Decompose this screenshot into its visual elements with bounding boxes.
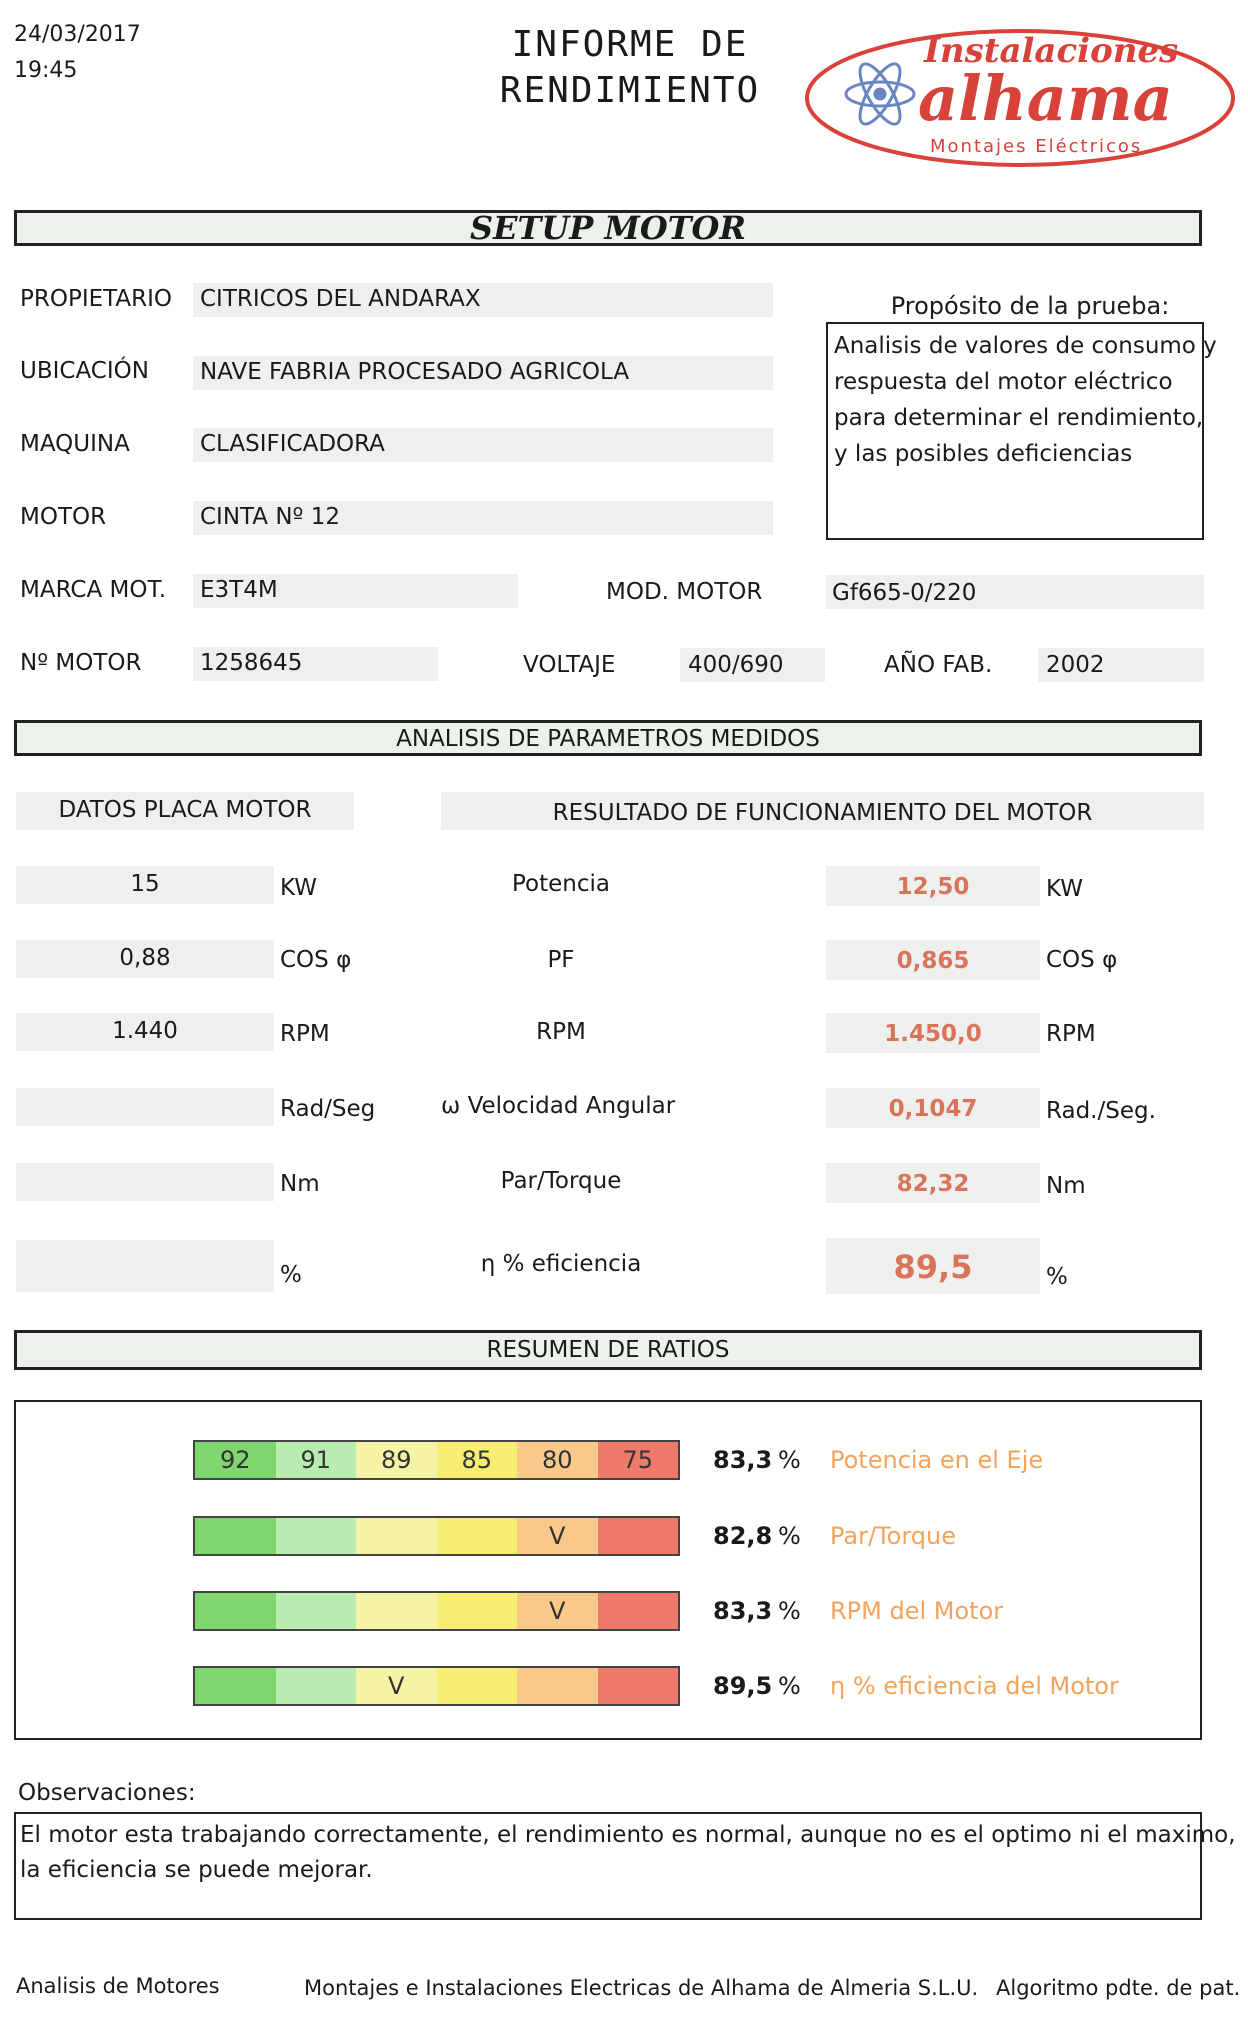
voltaje-label: VOLTAJE [523, 652, 616, 678]
resultado-header: RESULTADO DE FUNCIONAMIENTO DEL MOTOR [552, 800, 1093, 826]
bar-segment [276, 1518, 357, 1554]
result-value: 0,865 [896, 948, 970, 974]
param-label: PF [547, 947, 575, 973]
result-unit: RPM [1046, 1021, 1096, 1047]
scale-segment: 89 [356, 1442, 437, 1478]
ratio-unit: % [778, 1522, 801, 1550]
scale-segment: 80 [517, 1442, 598, 1478]
param-label: RPM [536, 1019, 586, 1045]
param-label: ω Velocidad Angular [441, 1093, 676, 1119]
scale-segment: 85 [437, 1442, 518, 1478]
marca-label: MARCA MOT. [20, 577, 167, 603]
ratio-label: RPM del Motor [830, 1597, 1004, 1625]
result-value: 82,32 [896, 1171, 970, 1197]
observaciones-line: El motor esta trabajando correctamente, el rendimiento es normal, aunque no es el optimo ni el maximo, [20, 1822, 1236, 1848]
report-title-line2: RENDIMIENTO [499, 70, 761, 111]
anio-value: 2002 [1046, 652, 1105, 678]
bar-marker: V [517, 1593, 598, 1629]
observaciones-box [14, 1812, 1236, 1920]
placa-value: 15 [130, 871, 160, 897]
bar-segment [598, 1668, 679, 1704]
analisis-header [14, 720, 1202, 756]
ratio-bar-rpm [193, 1591, 680, 1631]
ratio-value: 89,5 [713, 1672, 773, 1700]
propietario-label: PROPIETARIO [20, 286, 173, 312]
motor-value: CINTA Nº 12 [200, 504, 340, 530]
result-value: 12,50 [896, 874, 970, 900]
result-value: 1.450,0 [884, 1021, 982, 1047]
setup-motor-title: SETUP MOTOR [470, 209, 746, 247]
placa-value-field [16, 1240, 274, 1292]
result-unit: KW [1046, 876, 1084, 902]
ratio-label: Par/Torque [830, 1522, 956, 1550]
footer-center: Montajes e Instalaciones Electricas de Alhama de Almeria S.L.U. [304, 1976, 979, 2000]
ratio-unit: % [778, 1597, 801, 1625]
observaciones-line: la eficiencia se puede mejorar. [20, 1857, 373, 1883]
bar-marker: V [517, 1518, 598, 1554]
bar-segment [598, 1593, 679, 1629]
anio-label: AÑO FAB. [884, 652, 993, 678]
setup-motor-header [14, 210, 1202, 246]
bar-segment [517, 1668, 598, 1704]
result-unit: Rad./Seg. [1046, 1098, 1156, 1124]
ratio-label: Potencia en el Eje [830, 1446, 1044, 1474]
ratios-header [14, 1330, 1202, 1370]
bar-segment [356, 1593, 437, 1629]
scale-segment: 75 [598, 1442, 679, 1478]
ratio-scale-bar [193, 1440, 680, 1480]
report-time: 19:45 [14, 58, 78, 83]
placa-value: 1.440 [112, 1018, 178, 1044]
voltaje-value: 400/690 [688, 652, 784, 678]
bar-segment [276, 1593, 357, 1629]
svg-text:alhama: alhama [918, 62, 1173, 135]
bar-segment [356, 1518, 437, 1554]
placa-header: DATOS PLACA MOTOR [58, 797, 312, 823]
placa-unit: % [280, 1262, 302, 1288]
placa-unit: Rad/Seg [280, 1096, 376, 1122]
report-date: 24/03/2017 [14, 22, 141, 47]
proposito-line: respuesta del motor eléctrico [834, 369, 1173, 395]
placa-unit: KW [280, 875, 318, 901]
placa-unit: COS φ [280, 947, 352, 973]
ratio-unit: % [778, 1446, 801, 1474]
proposito-line: y las posibles deficiencias [834, 441, 1133, 467]
propietario-value: CITRICOS DEL ANDARAX [200, 286, 481, 312]
bar-segment [276, 1668, 357, 1704]
num-motor-label: Nº MOTOR [20, 650, 142, 676]
analisis-title: ANALISIS DE PARAMETROS MEDIDOS [396, 726, 820, 752]
placa-value-field [16, 1088, 274, 1126]
result-unit: Nm [1046, 1173, 1086, 1199]
proposito-box [826, 322, 1217, 540]
ratio-label: η % eficiencia del Motor [830, 1672, 1119, 1700]
proposito-line: para determinar el rendimiento, [834, 405, 1204, 431]
maquina-value: CLASIFICADORA [200, 431, 385, 457]
bar-segment [437, 1518, 518, 1554]
svg-text:Montajes Eléctricos: Montajes Eléctricos [930, 136, 1143, 157]
bar-segment [437, 1593, 518, 1629]
report-title-line1: INFORME DE [511, 24, 749, 65]
scale-segment: 92 [195, 1442, 276, 1478]
ratio-unit: % [778, 1672, 801, 1700]
company-logo-graphic [800, 22, 1240, 172]
bar-marker: V [356, 1668, 437, 1704]
svg-text:Instalaciones: Instalaciones [924, 31, 1179, 71]
bar-segment [598, 1518, 679, 1554]
ratios-title: RESUMEN DE RATIOS [486, 1337, 730, 1363]
bar-segment [195, 1668, 276, 1704]
ratio-value: 83,3 [713, 1446, 773, 1474]
result-value: 0,1047 [888, 1096, 978, 1122]
num-motor-value: 1258645 [200, 650, 303, 676]
proposito-label: Propósito de la prueba: [890, 292, 1170, 320]
param-label: Potencia [512, 871, 610, 897]
ratio-value: 83,3 [713, 1597, 773, 1625]
placa-unit: RPM [280, 1021, 330, 1047]
param-label: η % eficiencia [480, 1251, 642, 1277]
param-label: Par/Torque [500, 1168, 622, 1194]
footer-right: Algoritmo pdte. de pat. [996, 1976, 1241, 2000]
efficiency-result-value: 89,5 [893, 1248, 973, 1286]
footer-left: Analisis de Motores [16, 1974, 220, 1998]
result-unit: COS φ [1046, 947, 1118, 973]
ubicacion-value: NAVE FABRIA PROCESADO AGRICOLA [200, 359, 630, 385]
bar-segment [195, 1593, 276, 1629]
modelo-label: MOD. MOTOR [606, 579, 763, 605]
motor-label: MOTOR [20, 504, 107, 530]
atom-icon [846, 59, 914, 130]
company-logo [800, 22, 1240, 172]
placa-unit: Nm [280, 1171, 320, 1197]
scale-segment: 91 [276, 1442, 357, 1478]
observaciones-label: Observaciones: [18, 1780, 196, 1806]
bar-segment [437, 1668, 518, 1704]
ratio-bar-eficiencia [193, 1666, 680, 1706]
marca-value: E3T4M [200, 577, 278, 603]
bar-segment [195, 1518, 276, 1554]
placa-value-field [16, 1163, 274, 1201]
proposito-line: Analisis de valores de consumo y [834, 333, 1217, 359]
maquina-label: MAQUINA [20, 431, 130, 457]
ratio-bar-par [193, 1516, 680, 1556]
ratio-value: 82,8 [713, 1522, 773, 1550]
ubicacion-label: UBICACIÓN [20, 358, 149, 384]
result-unit: % [1046, 1264, 1068, 1290]
modelo-value: Gf665-0/220 [832, 580, 977, 606]
placa-value: 0,88 [119, 945, 171, 971]
